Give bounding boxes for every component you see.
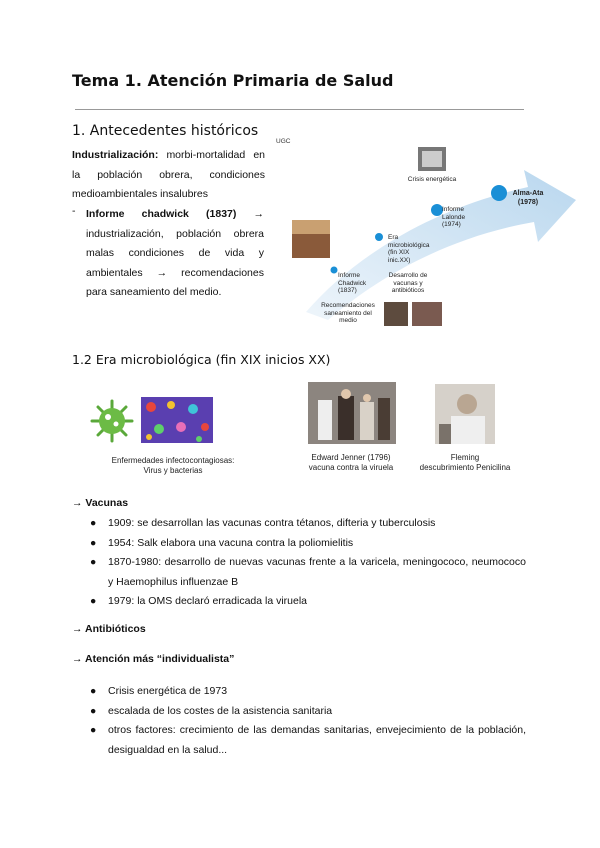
industrializacion-label: Industrialización: <box>72 149 159 161</box>
individualista-heading: → Atención más “individualista” <box>72 653 235 665</box>
industrializacion-paragraph <box>72 146 265 205</box>
chadwick-text: → industrialización, población obrera malas condiciones de vida y ambientales → recomendaciones para saneamiento del medio. <box>86 208 264 298</box>
caption-jenner <box>296 453 406 473</box>
bacteria-illustration <box>141 397 213 443</box>
jenner-scene-image <box>308 382 396 444</box>
list-item <box>90 682 526 702</box>
fleming-photo <box>435 384 495 444</box>
list-item-text: 1979: la OMS declaró erradicada la viruela <box>108 595 308 607</box>
list-item-text: escalada de los costes de la asistencia sanitaria <box>108 704 333 717</box>
chadwick-label: Informe chadwick (1837) <box>86 208 237 220</box>
caption-fleming-line1: Fleming <box>450 453 480 462</box>
list-item-text: otros factores: crecimiento de las demandas sanitarias, envejecimiento de la población, desigualdad en la salud... <box>108 724 526 756</box>
timeline-label-alma-ata-year: (1978) <box>517 199 539 206</box>
bacteria-icon <box>141 397 213 443</box>
caption-fleming-line2: descubrimiento Penicilina <box>419 463 511 472</box>
list-item <box>90 721 526 760</box>
virus-icon <box>88 397 136 445</box>
section-heading-antecedentes: 1. Antecedentes históricos <box>72 123 259 139</box>
list-item-text: 1954: Salk elabora una vacuna contra la poliomielitis <box>108 536 354 549</box>
timeline-label-lalonde: Informe Lalonde (1974) <box>442 206 466 228</box>
caption-jenner-line1: Edward Jenner (1796) <box>311 453 391 462</box>
list-dash: - <box>72 205 76 217</box>
list-item <box>90 702 526 722</box>
list-item-text: 1909: se desarrollan las vacunas contra tétanos, difteria y tuberculosis <box>108 517 436 529</box>
vacunas-list <box>90 514 526 612</box>
section-heading-era-microbiologica: 1.2 Era microbiológica (fin XIX inicios XX) <box>72 352 331 367</box>
caption-jenner-line2: vacuna contra la viruela <box>308 463 394 472</box>
caption-fleming <box>410 453 520 473</box>
list-item <box>90 553 526 592</box>
fleming-portrait-image <box>435 384 495 444</box>
title-divider <box>75 109 524 110</box>
timeline-label-crisis: Crisis energética <box>407 176 457 183</box>
bullet-icon: ● <box>90 556 97 568</box>
list-item-text: 1870-1980: desarrollo de nuevas vacunas frente a la varicela, meningococo, neumococo y Haemophilus influenzae B <box>108 556 526 588</box>
bullet-icon: ● <box>90 724 97 736</box>
chadwick-paragraph <box>86 205 264 303</box>
bullet-icon: ● <box>90 517 97 529</box>
bullet-icon: ● <box>90 704 97 717</box>
caption-enfermedades-line1: Enfermedades infectocontagiosas: <box>111 456 235 465</box>
bullet-icon: ● <box>90 536 97 549</box>
industrializacion-text: morbi-mortalidad en la población obrera, condiciones medioambientales insalubres <box>72 149 265 200</box>
timeline-dot-micro <box>375 233 383 241</box>
timeline-label-vacunas: Desarrollo de vacunas y antibióticos <box>388 272 428 294</box>
timeline-label-recomendaciones: Recomendaciones saneamiento del medio <box>321 302 375 324</box>
list-item <box>90 592 526 612</box>
timeline-label-micro: Era microbiológica (fin XIX inic.XX) <box>388 234 430 264</box>
caption-enfermedades-line2: Virus y bacterias <box>143 466 203 475</box>
bullet-icon: ● <box>90 595 97 607</box>
timeline-dot-alma-ata <box>491 185 507 201</box>
vacunas-heading: → Vacunas <box>72 497 129 509</box>
individualista-list <box>90 682 526 760</box>
timeline-label-alma-ata: Alma-Ata <box>512 190 544 197</box>
list-item-text: Crisis energética de 1973 <box>108 685 228 697</box>
antibioticos-heading: → Antibióticos <box>72 623 146 635</box>
bullet-icon: ● <box>90 685 97 697</box>
ugc-logo: UGC <box>276 138 291 145</box>
timeline-figure <box>276 138 578 332</box>
timeline-label-chadwick: Informe Chadwick (1837) <box>338 272 367 294</box>
list-item <box>90 514 526 534</box>
caption-enfermedades <box>108 456 238 476</box>
timeline-dot-chadwick <box>331 267 338 274</box>
page-title: Tema 1. Atención Primaria de Salud <box>72 71 394 90</box>
jenner-photo <box>308 382 396 444</box>
virus-illustration <box>88 397 136 445</box>
list-item <box>90 534 526 554</box>
